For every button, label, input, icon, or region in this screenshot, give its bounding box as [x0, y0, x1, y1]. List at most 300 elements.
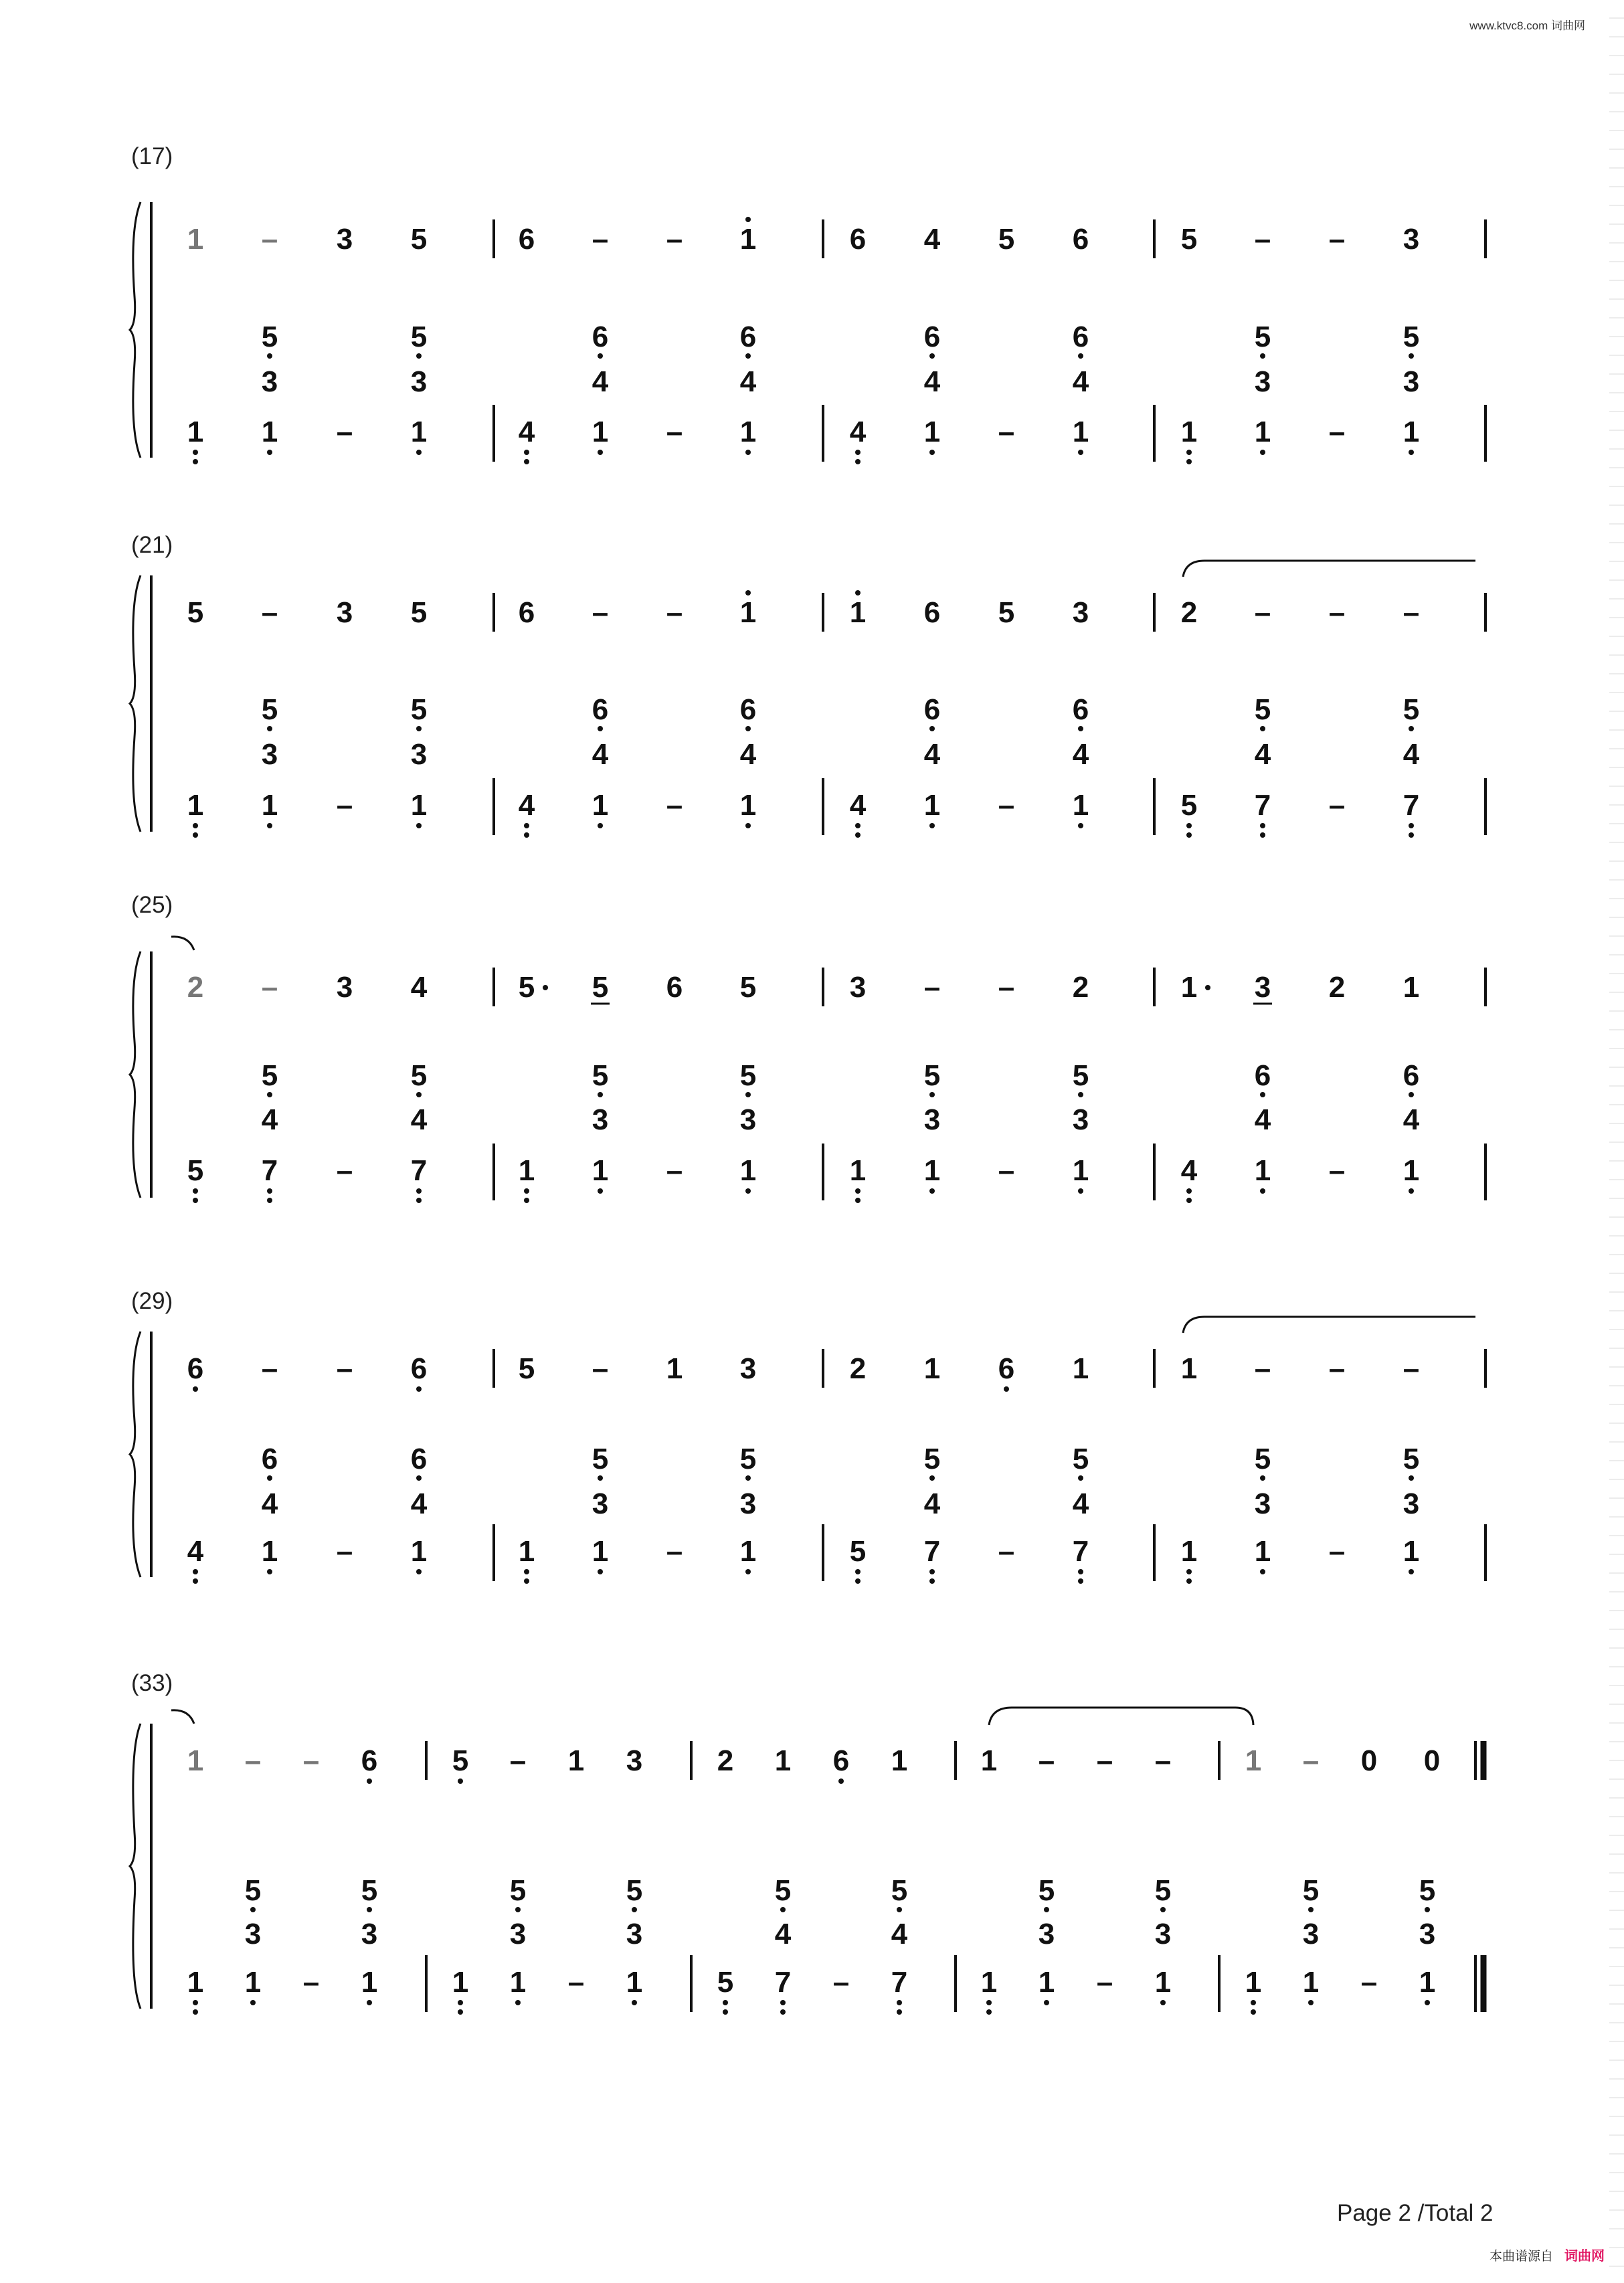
bass-dash: – — [336, 416, 353, 448]
melody-note: 1 — [1403, 971, 1420, 1004]
bass-note: 1 — [1245, 1966, 1262, 1999]
octave-dot-low — [929, 823, 935, 828]
octave-dot-low — [1409, 450, 1414, 455]
bass-note: 1 — [739, 789, 757, 822]
melody-note: 1 — [567, 1744, 585, 1777]
octave-dot-low — [1425, 2000, 1430, 2005]
octave-dot-low — [1186, 823, 1192, 828]
octave-dot-low — [416, 450, 422, 455]
octave-dot-low — [855, 1188, 861, 1194]
octave-dot-low — [458, 2009, 463, 2015]
tie-arc — [171, 1710, 194, 1724]
melody-dash: – — [592, 223, 609, 256]
octave-dot-low — [267, 1188, 272, 1194]
melody-note: 3 — [336, 223, 353, 256]
chord-dot — [1160, 1907, 1166, 1912]
site-header: www.ktvc8.com 词曲网 — [1469, 19, 1585, 32]
octave-dot-low — [745, 1188, 751, 1194]
chord-upper-note: 5 — [1302, 1874, 1320, 1907]
chord-lower-note: 4 — [592, 738, 609, 771]
bass-note: 4 — [518, 789, 535, 822]
chord-dot — [416, 1092, 422, 1097]
melody-dash: – — [261, 971, 278, 1004]
bass-note: 1 — [1072, 416, 1089, 448]
chord-dot — [745, 353, 751, 359]
melody-dash: – — [1254, 1352, 1271, 1385]
bass-note: 7 — [1254, 789, 1271, 822]
melody-note: 1 — [849, 596, 867, 629]
bass-note: 5 — [1180, 789, 1198, 822]
bass-note: 7 — [891, 1966, 908, 1999]
octave-dot-low — [1409, 1188, 1414, 1194]
bass-note: 1 — [1403, 1535, 1420, 1568]
bass-note: 1 — [739, 1535, 757, 1568]
measure-number-33: (33) — [131, 1670, 173, 1696]
melody-note: 3 — [1072, 596, 1089, 629]
chord-dot — [1409, 726, 1414, 731]
melody-note: 1 — [187, 1744, 204, 1777]
bass-note: 1 — [187, 416, 204, 448]
octave-dot-low — [855, 450, 861, 455]
bass-note: 4 — [849, 416, 867, 448]
melody-note: 2 — [717, 1744, 734, 1777]
melody-note: 0 — [1423, 1744, 1441, 1777]
melody-note: 1 — [1072, 1352, 1089, 1385]
octave-dot-low — [367, 1778, 372, 1784]
bass-note: 7 — [923, 1535, 941, 1568]
page-indicator: Page 2 /Total 2 — [1337, 2200, 1494, 2226]
octave-dot-low — [1160, 2000, 1166, 2005]
bass-note: 1 — [410, 1535, 428, 1568]
octave-dot-low — [1078, 1188, 1083, 1194]
melody-note: 6 — [361, 1744, 378, 1777]
bass-note: 4 — [518, 416, 535, 448]
chord-dot — [598, 726, 603, 731]
bass-note: 1 — [849, 1154, 867, 1187]
octave-dot-low — [929, 1578, 935, 1584]
octave-dot-low — [416, 823, 422, 828]
octave-dot-low — [1260, 450, 1265, 455]
melody-note: 6 — [923, 596, 941, 629]
melody-note: 3 — [1254, 971, 1271, 1004]
melody-note: 5 — [187, 596, 204, 629]
chord-upper-note: 5 — [1072, 1443, 1089, 1475]
chord-dot — [267, 726, 272, 731]
chord-lower-note: 4 — [923, 365, 941, 398]
bass-note: 1 — [626, 1966, 643, 1999]
chord-dot — [1260, 1092, 1265, 1097]
bass-dash: – — [998, 1535, 1015, 1568]
chord-lower-note: 3 — [626, 1918, 643, 1950]
melody-dash: – — [336, 1352, 353, 1385]
chord-upper-note: 5 — [592, 1443, 609, 1475]
chord-upper-note: 5 — [509, 1874, 527, 1907]
chord-lower-note: 4 — [1403, 738, 1420, 771]
chord-upper-note: 5 — [1072, 1059, 1089, 1092]
bass-note: 1 — [361, 1966, 378, 1999]
bass-note: 1 — [1180, 416, 1198, 448]
bass-dash: – — [1328, 416, 1346, 448]
chord-lower-note: 3 — [1038, 1918, 1055, 1950]
bass-note: 7 — [1403, 789, 1420, 822]
octave-dot-low — [1260, 1569, 1265, 1574]
chord-lower-note: 4 — [592, 365, 609, 398]
system-brace — [130, 202, 141, 458]
chord-dot — [1078, 1475, 1083, 1481]
melody-note: 5 — [739, 971, 757, 1004]
octave-dot-low — [1078, 1578, 1083, 1584]
bass-note: 4 — [187, 1535, 204, 1568]
chord-upper-note: 5 — [1254, 321, 1271, 353]
chord-dot — [632, 1907, 637, 1912]
melody-note: 2 — [1328, 971, 1346, 1004]
bass-note: 1 — [1403, 416, 1420, 448]
octave-dot-low — [598, 450, 603, 455]
chord-dot — [515, 1907, 521, 1912]
bass-dash: – — [336, 789, 353, 822]
melody-note: 3 — [336, 596, 353, 629]
melody-note: 6 — [849, 223, 867, 256]
chord-dot — [929, 353, 935, 359]
melody-note: 1 — [923, 1352, 941, 1385]
octave-dot-low — [723, 2000, 728, 2005]
octave-dot-low — [1260, 832, 1265, 838]
melody-dash: – — [509, 1744, 527, 1777]
tie-arc — [989, 1708, 1253, 1725]
octave-dot-low — [1409, 1569, 1414, 1574]
chord-upper-note: 5 — [1403, 693, 1420, 726]
chord-lower-note: 3 — [261, 365, 278, 398]
chord-dot — [598, 1475, 603, 1481]
chord-lower-note: 3 — [410, 365, 428, 398]
melody-note: 5 — [410, 223, 428, 256]
octave-dot-high — [745, 590, 751, 596]
chord-lower-note: 3 — [1403, 365, 1420, 398]
measure-number-21: (21) — [131, 532, 173, 558]
bass-note: 1 — [1038, 1966, 1055, 1999]
bass-note: 4 — [1180, 1154, 1198, 1187]
bass-dash: – — [998, 416, 1015, 448]
octave-dot-low — [929, 1569, 935, 1574]
octave-dot-low — [855, 1198, 861, 1203]
melody-dash: – — [1254, 223, 1271, 256]
octave-dot-low — [1078, 450, 1083, 455]
bass-note: 1 — [1154, 1966, 1172, 1999]
octave-dot-low — [524, 1569, 529, 1574]
melody-note: 5 — [592, 971, 609, 1004]
melody-note: 6 — [1072, 223, 1089, 256]
octave-dot-low — [855, 832, 861, 838]
octave-dot-low — [986, 2009, 992, 2015]
chord-upper-note: 5 — [1403, 1443, 1420, 1475]
chord-upper-note: 5 — [739, 1059, 757, 1092]
bass-dash: – — [302, 1966, 320, 1999]
bass-note: 7 — [261, 1154, 278, 1187]
chord-upper-note: 5 — [1403, 321, 1420, 353]
melody-dash: – — [261, 1352, 278, 1385]
melody-dash: – — [1328, 596, 1346, 629]
octave-dot-low — [416, 1198, 422, 1203]
octave-dot-low — [458, 2000, 463, 2005]
melody-note: 6 — [518, 223, 535, 256]
bass-note: 1 — [1072, 1154, 1089, 1187]
melody-dash: – — [1403, 1352, 1420, 1385]
melody-note: 1 — [739, 223, 757, 256]
bass-dash: – — [666, 789, 683, 822]
bass-dash: – — [567, 1966, 585, 1999]
octave-dot-low — [193, 1188, 198, 1194]
bass-note: 1 — [410, 789, 428, 822]
bass-note: 1 — [739, 416, 757, 448]
chord-dot — [367, 1907, 372, 1912]
octave-dot-high — [745, 217, 751, 222]
bass-note: 1 — [592, 1535, 609, 1568]
melody-note: 1 — [774, 1744, 792, 1777]
melody-note: 6 — [666, 971, 683, 1004]
melody-note: 2 — [849, 1352, 867, 1385]
chord-dot — [267, 1092, 272, 1097]
melody-note: 5 — [998, 596, 1015, 629]
system-brace — [130, 1332, 141, 1577]
chord-upper-note: 5 — [410, 693, 428, 726]
chord-upper-note: 6 — [739, 321, 757, 353]
chord-upper-note: 5 — [1038, 1874, 1055, 1907]
chord-upper-note: 5 — [923, 1443, 941, 1475]
octave-dot-low — [986, 2000, 992, 2005]
octave-dot-low — [524, 1188, 529, 1194]
melody-dash: – — [261, 596, 278, 629]
octave-dot-low — [524, 823, 529, 828]
measure-number-29: (29) — [131, 1288, 173, 1314]
chord-lower-note: 4 — [891, 1918, 908, 1950]
melody-note: 1 — [1180, 971, 1198, 1004]
chord-upper-note: 6 — [923, 693, 941, 726]
melody-note: 6 — [518, 596, 535, 629]
melody-note: 1 — [980, 1744, 998, 1777]
melody-dash: – — [923, 971, 941, 1004]
bass-note: 1 — [187, 789, 204, 822]
bass-note: 1 — [1254, 416, 1271, 448]
bass-note: 1 — [592, 789, 609, 822]
octave-dot-low — [416, 1569, 422, 1574]
octave-dot-low — [193, 2000, 198, 2005]
melody-dash: – — [1328, 223, 1346, 256]
chord-lower-note: 4 — [774, 1918, 792, 1950]
octave-dot-low — [524, 1578, 529, 1584]
chord-dot — [745, 726, 751, 731]
chord-upper-note: 5 — [244, 1874, 262, 1907]
dot-augmentation — [543, 985, 548, 990]
measure-number-17: (17) — [131, 143, 173, 169]
octave-dot-low — [632, 2000, 637, 2005]
chord-lower-note: 3 — [1072, 1103, 1089, 1136]
octave-dot-low — [745, 1569, 751, 1574]
octave-dot-low — [855, 1578, 861, 1584]
chord-upper-note: 5 — [261, 1059, 278, 1092]
melody-dash: – — [1154, 1744, 1172, 1777]
octave-dot-low — [250, 2000, 256, 2005]
chord-dot — [929, 726, 935, 731]
bass-note: 7 — [774, 1966, 792, 1999]
bass-dash: – — [1096, 1966, 1113, 1999]
chord-upper-note: 6 — [1072, 693, 1089, 726]
bass-dash: – — [336, 1154, 353, 1187]
chord-lower-note: 3 — [739, 1103, 757, 1136]
octave-dot-low — [745, 823, 751, 828]
melody-dash: – — [592, 596, 609, 629]
bass-note: 7 — [1072, 1535, 1089, 1568]
melody-note: 6 — [187, 1352, 204, 1385]
chord-upper-note: 5 — [1254, 693, 1271, 726]
bass-note: 1 — [923, 1154, 941, 1187]
octave-dot-low — [1186, 459, 1192, 464]
octave-dot-low — [515, 2000, 521, 2005]
chord-lower-note: 3 — [1403, 1487, 1420, 1520]
chord-lower-note: 4 — [410, 1103, 428, 1136]
chord-dot — [1044, 1907, 1049, 1912]
bass-note: 4 — [849, 789, 867, 822]
melody-note: 3 — [336, 971, 353, 1004]
octave-dot-low — [838, 1778, 844, 1784]
chord-lower-note: 3 — [1302, 1918, 1320, 1950]
octave-dot-low — [1044, 2000, 1049, 2005]
bass-note: 1 — [923, 416, 941, 448]
octave-dot-low — [458, 1778, 463, 1784]
chord-lower-note: 3 — [1254, 365, 1271, 398]
octave-dot-low — [267, 823, 272, 828]
bass-dash: – — [336, 1535, 353, 1568]
melody-note: 2 — [187, 971, 204, 1004]
chord-upper-note: 6 — [1254, 1059, 1271, 1092]
melody-dash: – — [666, 223, 683, 256]
system-brace — [130, 1724, 141, 2009]
melody-note: 1 — [739, 596, 757, 629]
octave-dot-low — [1186, 1569, 1192, 1574]
melody-note: 5 — [1180, 223, 1198, 256]
bass-note: 1 — [261, 789, 278, 822]
chord-lower-note: 4 — [923, 738, 941, 771]
chord-dot — [929, 1092, 935, 1097]
chord-lower-note: 4 — [1072, 738, 1089, 771]
chord-lower-note: 3 — [592, 1103, 609, 1136]
melody-note: 4 — [923, 223, 941, 256]
octave-dot-low — [416, 1188, 422, 1194]
chord-dot — [1260, 353, 1265, 359]
bass-note: 1 — [592, 1154, 609, 1187]
chord-lower-note: 3 — [261, 738, 278, 771]
chord-upper-note: 5 — [261, 693, 278, 726]
chord-dot — [1409, 353, 1414, 359]
chord-upper-note: 5 — [739, 1443, 757, 1475]
bass-note: 1 — [1254, 1535, 1271, 1568]
chord-dot — [1409, 1475, 1414, 1481]
chord-upper-note: 5 — [626, 1874, 643, 1907]
chord-lower-note: 3 — [739, 1487, 757, 1520]
octave-dot-low — [598, 1569, 603, 1574]
dot-augmentation — [1205, 985, 1210, 990]
octave-dot-low — [193, 2009, 198, 2015]
melody-note: 6 — [832, 1744, 850, 1777]
octave-dot-low — [1251, 2000, 1256, 2005]
octave-dot-low — [193, 459, 198, 464]
melody-dash: – — [1254, 596, 1271, 629]
chord-upper-note: 6 — [739, 693, 757, 726]
octave-dot-low — [524, 459, 529, 464]
melody-note: 1 — [1245, 1744, 1262, 1777]
bass-note: 5 — [717, 1966, 734, 1999]
melody-dash: – — [666, 596, 683, 629]
melody-dash: – — [261, 223, 278, 256]
chord-lower-note: 4 — [1403, 1103, 1420, 1136]
bass-dash: – — [1328, 789, 1346, 822]
octave-dot-low — [1004, 1386, 1009, 1392]
bass-note: 1 — [592, 416, 609, 448]
chord-dot — [267, 1475, 272, 1481]
melody-dash: – — [998, 971, 1015, 1004]
system-brace — [130, 575, 141, 832]
octave-dot-low — [1186, 1188, 1192, 1194]
bass-dash: – — [998, 789, 1015, 822]
melody-note: 3 — [626, 1744, 643, 1777]
octave-dot-low — [1260, 1188, 1265, 1194]
octave-dot-low — [1078, 1569, 1083, 1574]
melody-note: 2 — [1072, 971, 1089, 1004]
octave-dot-low — [1186, 1578, 1192, 1584]
chord-dot — [1425, 1907, 1430, 1912]
chord-upper-note: 5 — [410, 1059, 428, 1092]
chord-lower-note: 4 — [1254, 1103, 1271, 1136]
chord-lower-note: 4 — [261, 1487, 278, 1520]
chord-upper-note: 6 — [592, 693, 609, 726]
chord-lower-note: 3 — [361, 1918, 378, 1950]
octave-dot-low — [193, 450, 198, 455]
chord-lower-note: 4 — [739, 365, 757, 398]
chord-lower-note: 3 — [410, 738, 428, 771]
measure-number-25: (25) — [131, 892, 173, 918]
chord-lower-note: 3 — [1254, 1487, 1271, 1520]
chord-lower-note: 4 — [1254, 738, 1271, 771]
tie-arc — [171, 937, 194, 950]
octave-dot-low — [367, 2000, 372, 2005]
chord-dot — [598, 353, 603, 359]
chord-dot — [897, 1907, 902, 1912]
octave-dot-low — [193, 823, 198, 828]
octave-dot-low — [723, 2009, 728, 2015]
octave-dot-low — [1078, 823, 1083, 828]
bass-note: 1 — [410, 416, 428, 448]
melody-note: 6 — [998, 1352, 1015, 1385]
chord-upper-note: 6 — [923, 321, 941, 353]
chord-upper-note: 5 — [410, 321, 428, 353]
chord-upper-note: 5 — [592, 1059, 609, 1092]
melody-note: 4 — [410, 971, 428, 1004]
melody-note: 5 — [410, 596, 428, 629]
octave-dot-low — [193, 1578, 198, 1584]
octave-dot-low — [1186, 450, 1192, 455]
chord-dot — [1260, 1475, 1265, 1481]
melody-note: 2 — [1180, 596, 1198, 629]
melody-dash: – — [592, 1352, 609, 1385]
chord-upper-note: 5 — [1419, 1874, 1436, 1907]
chord-lower-note: 4 — [1072, 365, 1089, 398]
chord-lower-note: 4 — [261, 1103, 278, 1136]
bass-note: 1 — [1302, 1966, 1320, 1999]
melody-note: 1 — [666, 1352, 683, 1385]
chord-lower-note: 3 — [923, 1103, 941, 1136]
chord-lower-note: 3 — [244, 1918, 262, 1950]
octave-dot-low — [598, 823, 603, 828]
chord-upper-note: 5 — [1254, 1443, 1271, 1475]
